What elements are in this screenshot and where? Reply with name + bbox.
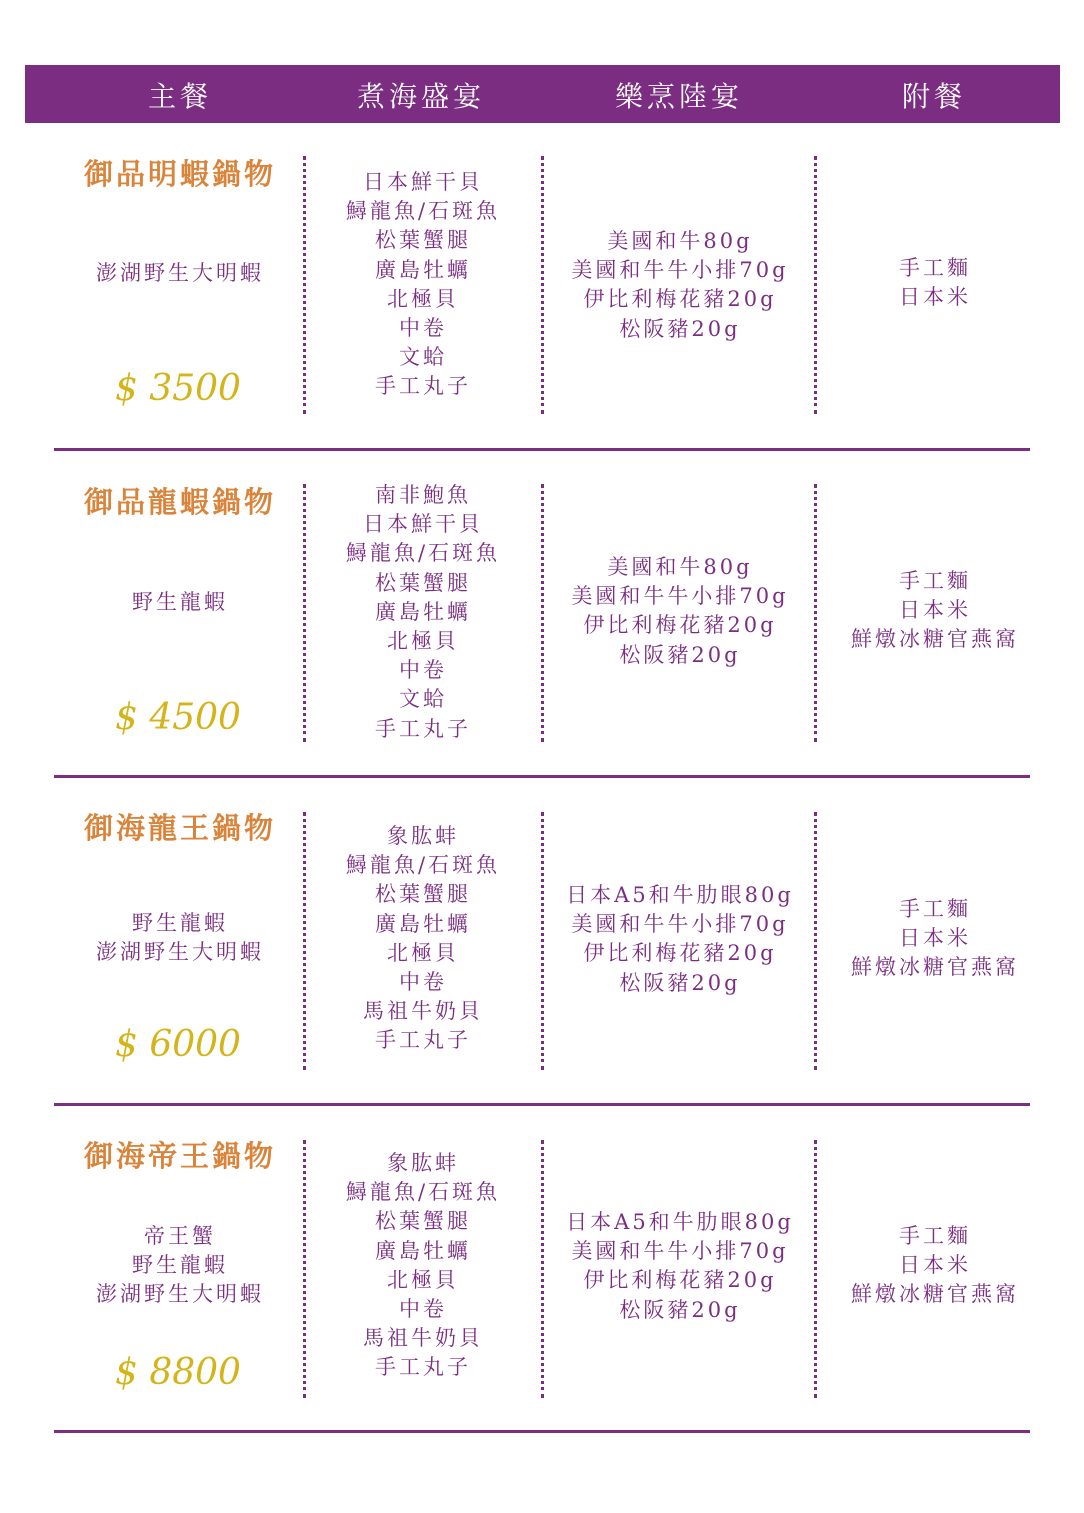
meat-item: 松阪豬20g: [619, 316, 741, 341]
meat-item: 美國和牛牛小排70g: [571, 584, 789, 609]
seafood-item: 馬祖牛奶貝: [362, 1326, 483, 1351]
seafood-item: 中卷: [398, 658, 447, 683]
seafood-item: 手工丸子: [374, 1028, 471, 1053]
meat-item: 日本A5和牛肋眼80g: [566, 1210, 794, 1234]
dotted-column-divider: [814, 156, 817, 414]
course-price: $ 6000: [115, 1024, 241, 1065]
seafood-list: [346, 822, 500, 1056]
dotted-column-divider: [541, 1140, 544, 1398]
seafood-item: 鱘龍魚/石斑魚: [345, 1180, 501, 1205]
course-title: 御品龍蝦鍋物: [83, 485, 277, 519]
side-dish-item: 手工麵: [899, 1224, 971, 1248]
header-main-course: 主餐: [147, 80, 213, 113]
seafood-item: 北極貝: [386, 628, 459, 653]
seafood-item: 日本鮮干貝: [362, 170, 483, 194]
main-ingredient-item: 澎湖野生大明蝦: [96, 940, 264, 965]
main-ingredients: [132, 588, 228, 617]
seafood-list: [346, 1149, 500, 1383]
meat-list: [566, 1208, 794, 1325]
meat-item: 伊比利梅花豬20g: [583, 287, 777, 312]
meat-list: [571, 227, 788, 344]
seafood-item: 北極貝: [386, 1267, 459, 1292]
seafood-item: 中卷: [398, 969, 447, 994]
dotted-column-divider: [814, 1140, 817, 1398]
side-dish-list: [851, 895, 1019, 983]
course-title: 御品明蝦鍋物: [83, 157, 277, 191]
seafood-item: 北極貝: [386, 286, 459, 311]
dotted-column-divider: [303, 156, 306, 414]
meat-item: 伊比利梅花豬20g: [583, 1268, 777, 1293]
header-side-dishes: 附餐: [901, 80, 967, 113]
seafood-item: 象肱蚌: [386, 1151, 459, 1175]
seafood-item: 鱘龍魚/石斑魚: [345, 541, 501, 566]
meat-item: 日本A5和牛肋眼80g: [566, 883, 794, 907]
dotted-column-divider: [303, 484, 306, 742]
side-dish-item: 鮮燉冰糖官燕窩: [851, 1282, 1019, 1307]
seafood-item: 文蛤: [398, 345, 447, 370]
dotted-column-divider: [303, 812, 306, 1070]
meat-item: 美國和牛牛小排70g: [571, 1239, 789, 1264]
seafood-item: 手工丸子: [374, 1355, 471, 1380]
section-divider: [54, 1103, 1030, 1106]
main-ingredients: [96, 1222, 264, 1310]
meat-item: 伊比利梅花豬20g: [583, 941, 777, 966]
menu-header-bar: [25, 65, 1060, 123]
seafood-item: 廣島牡蠣: [374, 257, 471, 282]
meat-item: 美國和牛牛小排70g: [571, 258, 789, 283]
side-dish-item: 日本米: [899, 285, 971, 310]
side-dish-item: 日本米: [899, 598, 971, 623]
side-dish-item: 日本米: [899, 1253, 971, 1278]
seafood-item: 中卷: [398, 315, 447, 340]
meat-item: 美國和牛80g: [607, 555, 753, 579]
dotted-column-divider: [303, 1140, 306, 1398]
section-divider: [54, 448, 1030, 451]
seafood-item: 日本鮮干貝: [362, 512, 483, 537]
seafood-item: 松葉蟹腿: [374, 1209, 471, 1234]
main-ingredient-item: 野生龍蝦: [132, 911, 228, 935]
main-ingredient-item: 澎湖野生大明蝦: [96, 261, 264, 285]
main-ingredients: [96, 909, 264, 967]
dotted-column-divider: [541, 812, 544, 1070]
seafood-item: 手工丸子: [374, 716, 471, 741]
seafood-list: [346, 481, 500, 744]
side-dish-item: 手工麵: [899, 569, 971, 593]
main-ingredients: [96, 259, 264, 288]
meat-item: 松阪豬20g: [619, 642, 741, 667]
course-price: $ 3500: [115, 368, 241, 409]
seafood-item: 廣島牡蠣: [374, 1238, 471, 1263]
side-dish-item: 手工麵: [899, 897, 971, 921]
side-dish-list: [851, 567, 1019, 655]
seafood-item: 北極貝: [386, 940, 459, 965]
seafood-item: 松葉蟹腿: [374, 882, 471, 907]
dotted-column-divider: [541, 156, 544, 414]
side-dish-list: [851, 1222, 1019, 1310]
course-price: $ 4500: [115, 697, 241, 738]
course-title: 御海帝王鍋物: [83, 1139, 277, 1173]
seafood-item: 象肱蚌: [386, 824, 459, 848]
seafood-item: 廣島牡蠣: [374, 911, 471, 936]
side-dish-item: 鮮燉冰糖官燕窩: [851, 955, 1019, 980]
meat-item: 美國和牛牛小排70g: [571, 912, 789, 937]
meat-item: 松阪豬20g: [619, 970, 741, 995]
side-dish-item: 鮮燉冰糖官燕窩: [851, 627, 1019, 652]
section-divider: [54, 1430, 1030, 1433]
header-land-feast: 樂烹陸宴: [614, 80, 744, 113]
header-seafood-feast: 煮海盛宴: [356, 80, 486, 113]
main-ingredient-item: 野生龍蝦: [132, 1253, 228, 1278]
meat-item: 伊比利梅花豬20g: [583, 613, 777, 638]
side-dish-item: 手工麵: [899, 256, 971, 280]
section-divider: [54, 775, 1030, 778]
course-title: 御海龍王鍋物: [83, 811, 277, 845]
course-price: $ 8800: [115, 1352, 241, 1393]
main-ingredient-item: 野生龍蝦: [132, 590, 228, 614]
meat-list: [571, 553, 788, 670]
side-dish-item: 日本米: [899, 926, 971, 951]
main-ingredient-item: 帝王蟹: [144, 1224, 216, 1248]
seafood-item: 廣島牡蠣: [374, 599, 471, 624]
seafood-item: 鱘龍魚/石斑魚: [345, 853, 501, 878]
seafood-item: 南非鮑魚: [374, 483, 471, 507]
seafood-item: 松葉蟹腿: [374, 570, 471, 595]
dotted-column-divider: [814, 812, 817, 1070]
meat-list: [566, 881, 794, 998]
main-ingredient-item: 澎湖野生大明蝦: [96, 1282, 264, 1307]
seafood-item: 手工丸子: [374, 374, 471, 399]
dotted-column-divider: [814, 484, 817, 742]
seafood-item: 中卷: [398, 1296, 447, 1321]
meat-item: 松阪豬20g: [619, 1297, 741, 1322]
seafood-item: 松葉蟹腿: [374, 228, 471, 253]
seafood-list: [346, 168, 500, 402]
seafood-item: 馬祖牛奶貝: [362, 999, 483, 1024]
side-dish-list: [899, 254, 971, 312]
dotted-column-divider: [541, 484, 544, 742]
seafood-item: 文蛤: [398, 687, 447, 712]
seafood-item: 鱘龍魚/石斑魚: [345, 199, 501, 224]
meat-item: 美國和牛80g: [607, 229, 753, 253]
